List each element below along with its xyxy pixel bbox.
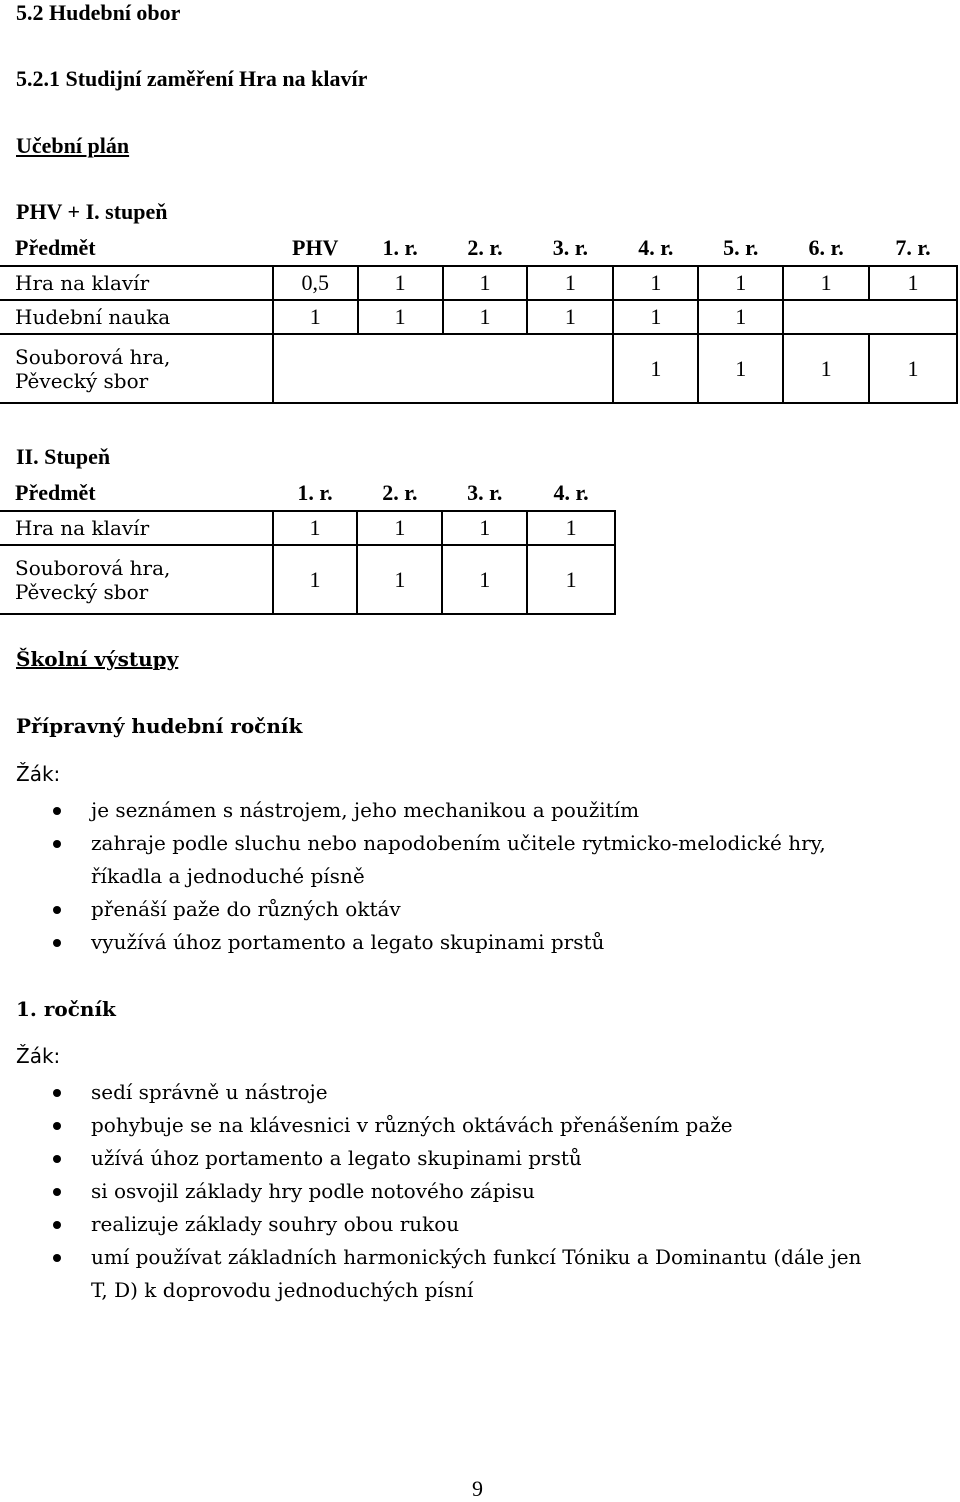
table-cell: 1 <box>783 334 869 403</box>
header-cell: 3. r. <box>467 480 503 505</box>
header-cell: 6. r. <box>808 235 844 260</box>
pupil-label: Žák: <box>16 1044 61 1068</box>
table-row <box>0 545 615 614</box>
section-heading: 5.2 Hudební obor <box>16 0 181 25</box>
list-item: sedí správně u nástroje <box>16 1076 946 1109</box>
table-cell: 1 <box>613 266 698 300</box>
prep-outcomes-list <box>16 794 946 959</box>
header-subject: Předmět <box>15 480 96 505</box>
list-item: si osvojil základy hry podle notového zápisu <box>16 1175 946 1208</box>
table-cell: 1 <box>273 511 358 545</box>
prep-year-heading: Přípravný hudební ročník <box>16 714 303 738</box>
table-row <box>0 511 615 545</box>
header-cell: 3. r. <box>552 235 589 260</box>
header-subject: Předmět <box>15 235 96 260</box>
table-cell: 1 <box>442 545 527 614</box>
table-cell <box>783 300 957 334</box>
table-header-row <box>0 476 615 511</box>
subject-name-line2: Pěvecký sbor <box>15 579 149 604</box>
stage2-heading: II. Stupeň <box>16 444 111 469</box>
header-cell: PHV <box>292 235 339 260</box>
table-cell: 1 <box>357 545 442 614</box>
list-item: přenáší paže do různých oktáv <box>16 893 946 926</box>
list-item: využívá úhoz portamento a legato skupinami prstů <box>16 926 946 959</box>
subject-name: Hra na klavír <box>0 266 273 300</box>
study-plan-table-stage1 <box>0 231 958 404</box>
table-cell: 1 <box>698 266 783 300</box>
header-cell: 1. r. <box>382 235 418 260</box>
list-item: realizuje základy souhry obou rukou <box>16 1208 946 1241</box>
list-item-continuation: T, D) k doprovodu jednoduchých písní <box>91 1278 474 1302</box>
list-item: pohybuje se na klávesnici v různých oktávách přenášením paže <box>16 1109 946 1142</box>
table-row <box>0 300 957 334</box>
table-cell: 1 <box>358 266 443 300</box>
list-item: je seznámen s nástrojem, jeho mechanikou a použitím <box>16 794 946 827</box>
subject-name-line2: Pěvecký sbor <box>15 368 149 393</box>
subject-name-line1: Souborová hra, <box>15 555 171 580</box>
table-cell: 1 <box>869 266 957 300</box>
header-cell: 7. r. <box>895 235 931 260</box>
subsection-heading: 5.2.1 Studijní zaměření Hra na klavír <box>16 66 368 91</box>
subject-name: Hudební nauka <box>0 300 273 334</box>
header-cell: 4. r. <box>638 235 674 260</box>
stage1-heading: PHV + I. stupeň <box>16 199 168 224</box>
table-cell: 1 <box>358 300 443 334</box>
header-cell: 2. r. <box>382 480 418 505</box>
table-cell: 1 <box>783 266 869 300</box>
table-cell <box>273 334 614 403</box>
table-cell: 1 <box>442 511 527 545</box>
year1-heading: 1. ročník <box>16 997 116 1021</box>
table-cell: 1 <box>443 300 528 334</box>
list-item-continuation: říkadla a jednoduché písně <box>91 864 365 888</box>
header-cell: 4. r. <box>553 480 589 505</box>
list-item: zahraje podle sluchu nebo napodobením učitele rytmicko-melodické hry, <box>16 827 946 860</box>
table-cell: 1 <box>443 266 528 300</box>
table-cell: 0,5 <box>273 266 358 300</box>
plan-heading: Učební plán <box>16 133 130 158</box>
table-cell: 1 <box>613 334 698 403</box>
subject-name <box>0 545 273 614</box>
header-cell: 1. r. <box>297 480 333 505</box>
table-cell: 1 <box>527 300 613 334</box>
table-cell: 1 <box>527 511 615 545</box>
pupil-label: Žák: <box>16 762 61 786</box>
outputs-heading: Školní výstupy <box>16 647 179 671</box>
year1-outcomes-list <box>16 1076 946 1307</box>
list-item: užívá úhoz portamento a legato skupinami prstů <box>16 1142 946 1175</box>
study-plan-table-stage2 <box>0 476 616 615</box>
table-cell: 1 <box>698 300 783 334</box>
table-cell: 1 <box>357 511 442 545</box>
table-cell: 1 <box>527 266 613 300</box>
table-row <box>0 266 957 300</box>
subject-name: Hra na klavír <box>0 511 273 545</box>
page-number: 9 <box>472 1476 483 1501</box>
table-header-row <box>0 231 957 266</box>
header-cell: 2. r. <box>467 235 503 260</box>
table-cell: 1 <box>613 300 698 334</box>
table-cell: 1 <box>698 334 783 403</box>
table-cell: 1 <box>527 545 615 614</box>
header-cell: 5. r. <box>723 235 759 260</box>
list-item: umí používat základních harmonických funkcí Tóniku a Dominantu (dále jen <box>16 1241 946 1274</box>
table-row <box>0 334 957 403</box>
subject-name-line1: Souborová hra, <box>15 344 171 369</box>
table-cell: 1 <box>273 545 358 614</box>
table-cell: 1 <box>869 334 957 403</box>
table-cell: 1 <box>273 300 358 334</box>
subject-name <box>0 334 273 403</box>
